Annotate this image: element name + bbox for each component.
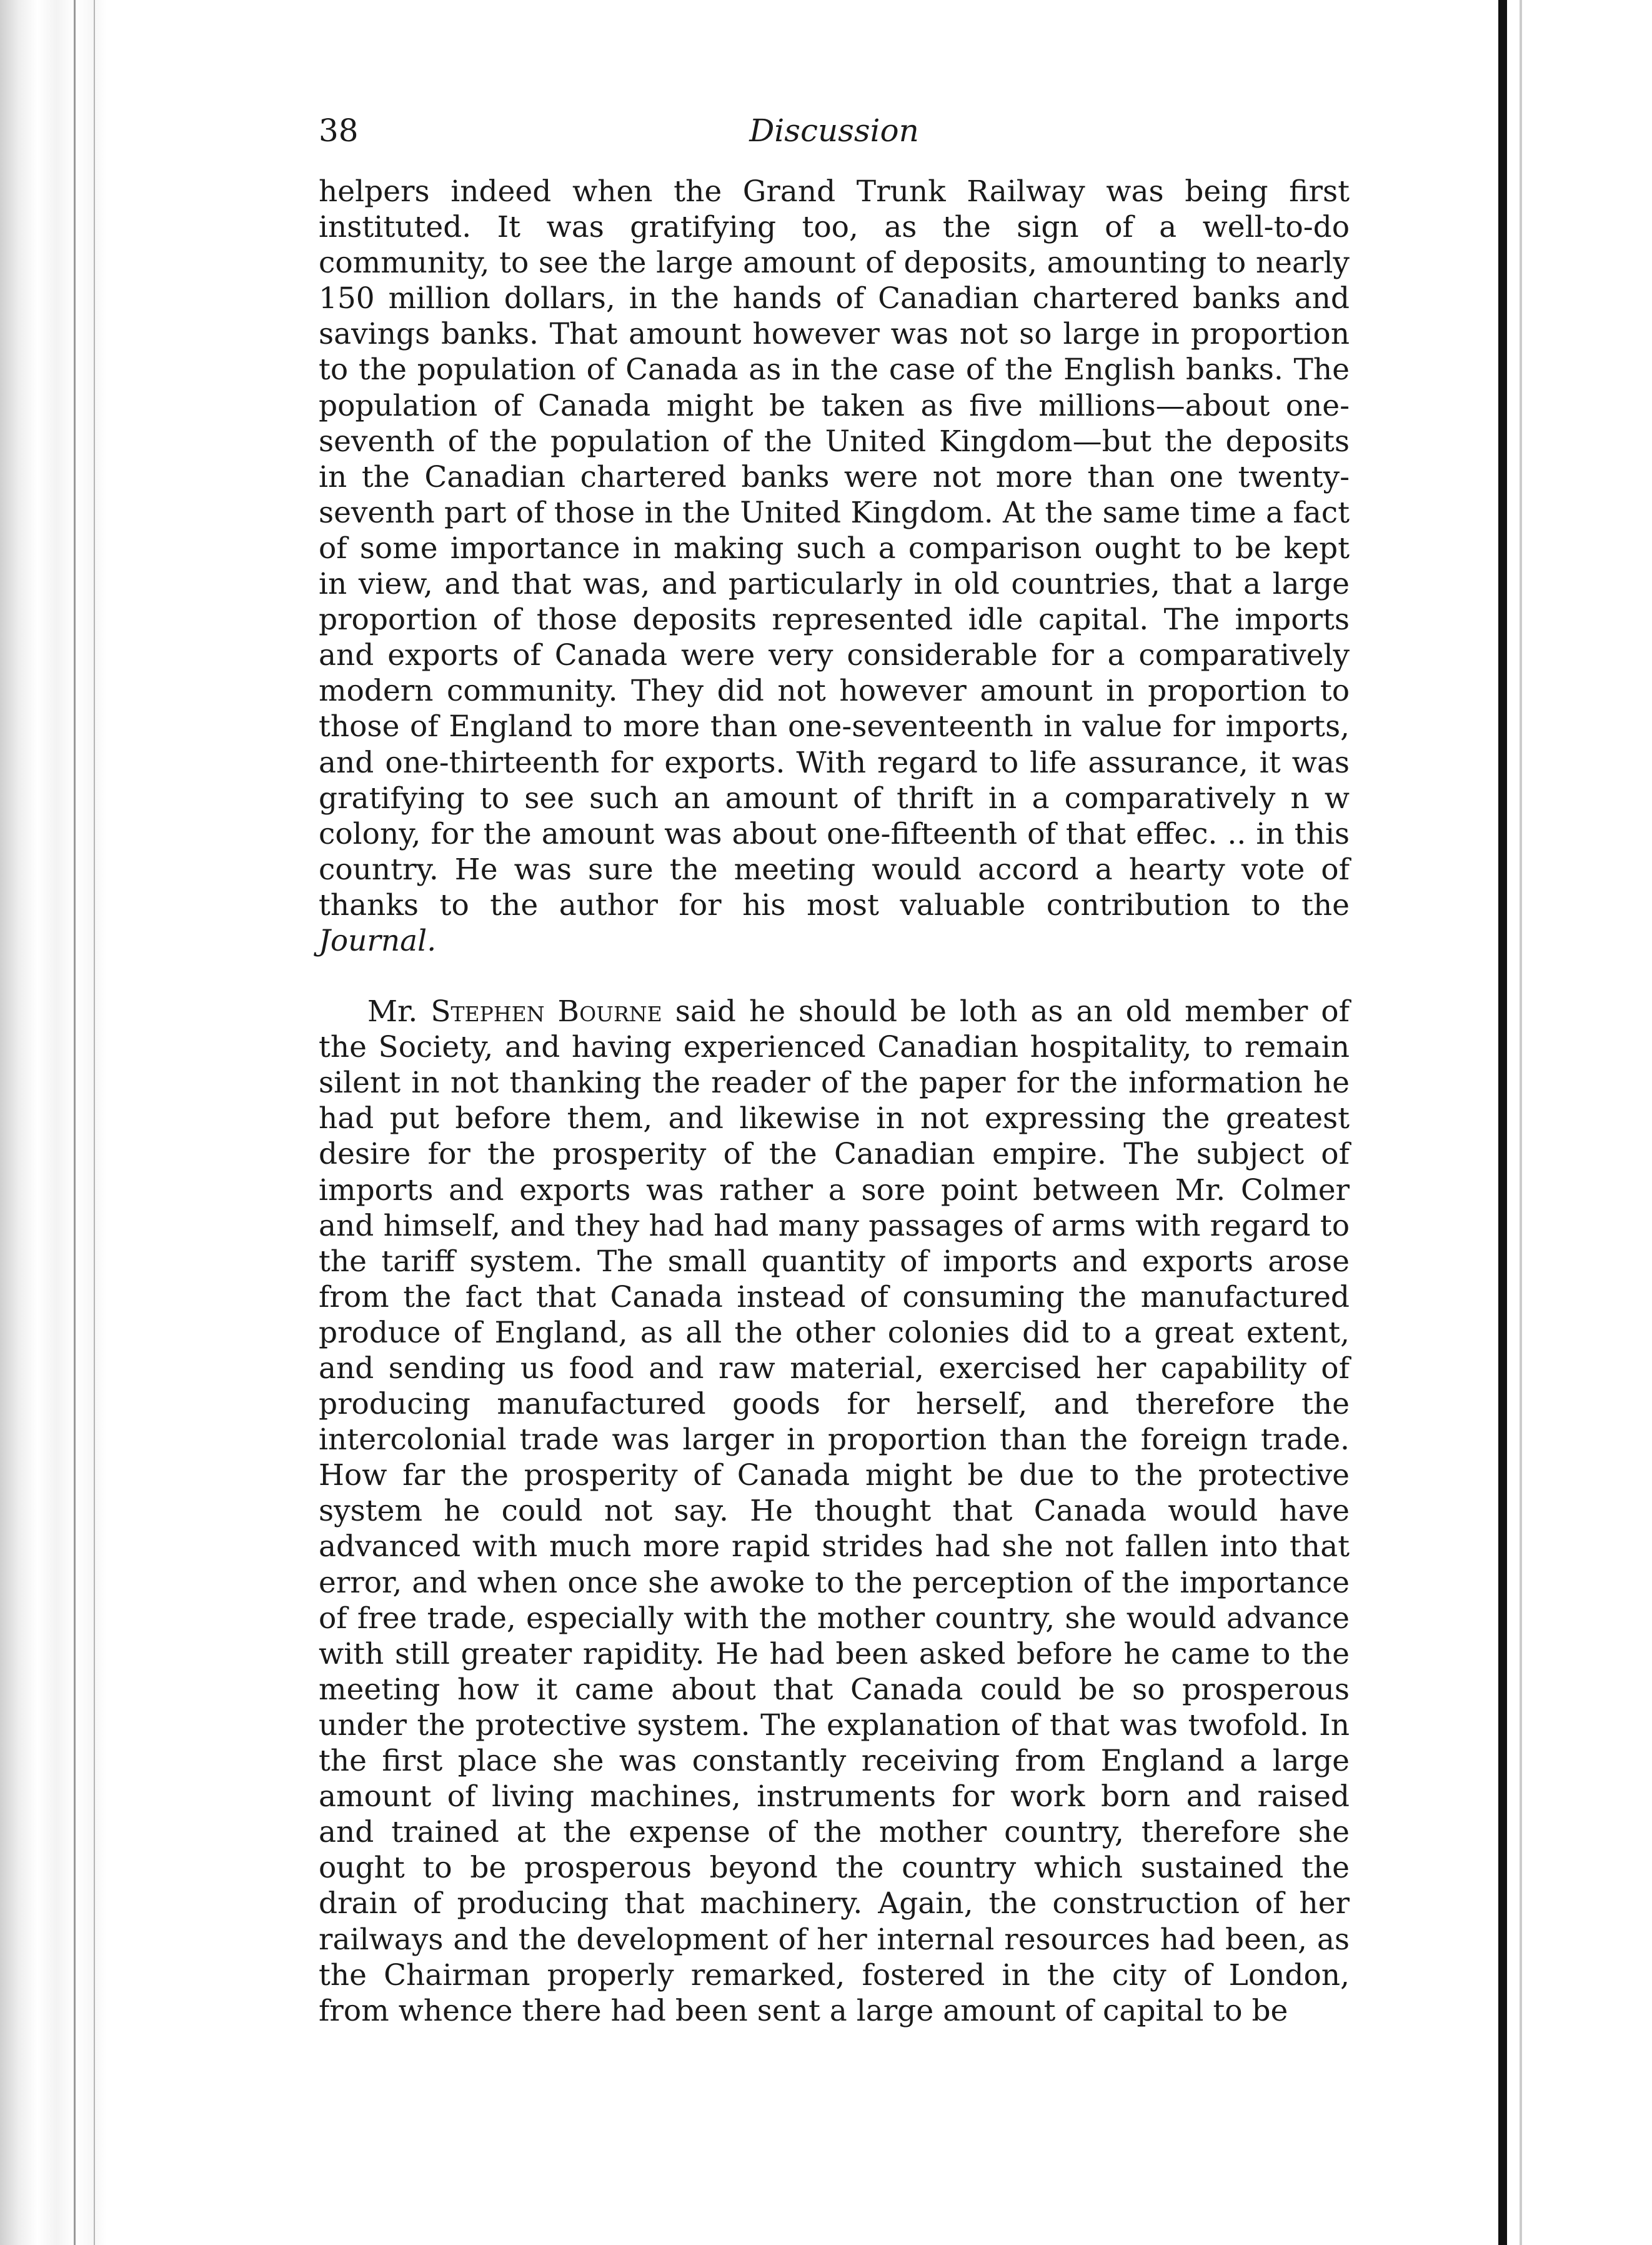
paragraph-text: said he should be loth as an old member of the Society, and having experienced Canadian hospitality, to remain silent in not thanking the reader of the paper for the information he had put before them, and likewise in not expressing the greatest desire for the prosperity of the Canadian empire. The subject of imports and exports was rather a sore point between Mr. Colmer and himself, and they had had many passages of arms with regard to the tariff system. The small quantity of imports and exports arose from the fact that Canada instead of consuming the manufactured produce of England, as all the other colonies did to a great extent, and sending us food and raw material, exercised her capability of producing manufactured goods for herself, and therefore the intercolonial trade was larger in proportion than the foreign trade. How far the prosperity of Canada might be due to the protective system he could not say. He thought that Canada would have advanced with much more rapid strides had she not fallen into that error, and when once she awoke to the perception of the importance of free trade, especially with the mother country, she would advance with still greater rapidity. He had been asked before he came to the meeting how it came about that Canada could be so prosperous under the protective system. The explanation of that was twofold. In the first place she was constantly receiving from England a large amount of living machines, instruments for work born and raised and trained at the expense of the mother country, therefore she ought to be prosperous beyond the country which sustained the drain of producing that machinery. Again, the construction of her railways and the development of her internal resources had been, as the Chairman properly remarked, fostered in the city of London, from whence there had been sent a large amount of capital to be <box>319 994 1350 2028</box>
scan-right-dark-edge <box>1498 0 1507 2245</box>
page-number: 38 <box>319 112 359 149</box>
page-fold-line <box>74 0 76 2245</box>
page-fold-line <box>94 0 95 2245</box>
speaker-name: Stephen Bourne <box>430 994 662 1029</box>
speaker-prefix: Mr. <box>367 994 418 1029</box>
paragraph-stephen-bourne <box>319 994 1350 2029</box>
scan-left-margin <box>0 0 106 2245</box>
running-title: Discussion <box>749 112 919 149</box>
paragraph-text: helpers indeed when the Grand Trunk Railway was being first instituted. It was gratifying too, as the sign of a well-to-do community, to see the large amount of deposits, amounting to nearly 150 million dollars, in the hands of Canadian chartered banks and savings banks. That amount however was not so large in proportion to the population of Canada as in the case of the English banks. The population of Canada might be taken as five millions—about one-seventh of the population of the United Kingdom—but the deposits in the Canadian chartered banks were not more than one twenty-seventh part of those in the United Kingdom. At the same time a fact of some importance in making such a comparison ought to be kept in view, and that was, and particularly in old countries, that a large proportion of those deposits represented idle capital. The imports and exports of Canada were very considerable for a comparatively modern community. They did not however amount in proportion to those of England to more than one-seventeenth in value for imports, and one-thirteenth for exports. With regard to life assurance, it was gratifying to see such an amount of thrift in a comparatively n w colony, for the amount was about one-fifteenth of that effec. .. in this country. He was sure the meeting would accord a hearty vote of thanks to the author for his most valuable contribution to the <box>319 174 1350 922</box>
paragraph-chairman-remarks <box>319 174 1350 959</box>
running-head <box>319 112 1350 162</box>
scan-right-light-edge <box>1520 0 1522 2245</box>
journal-title: Journal. <box>319 923 437 958</box>
page-content <box>319 112 1350 2029</box>
scan-right-margin <box>1508 0 1652 2245</box>
